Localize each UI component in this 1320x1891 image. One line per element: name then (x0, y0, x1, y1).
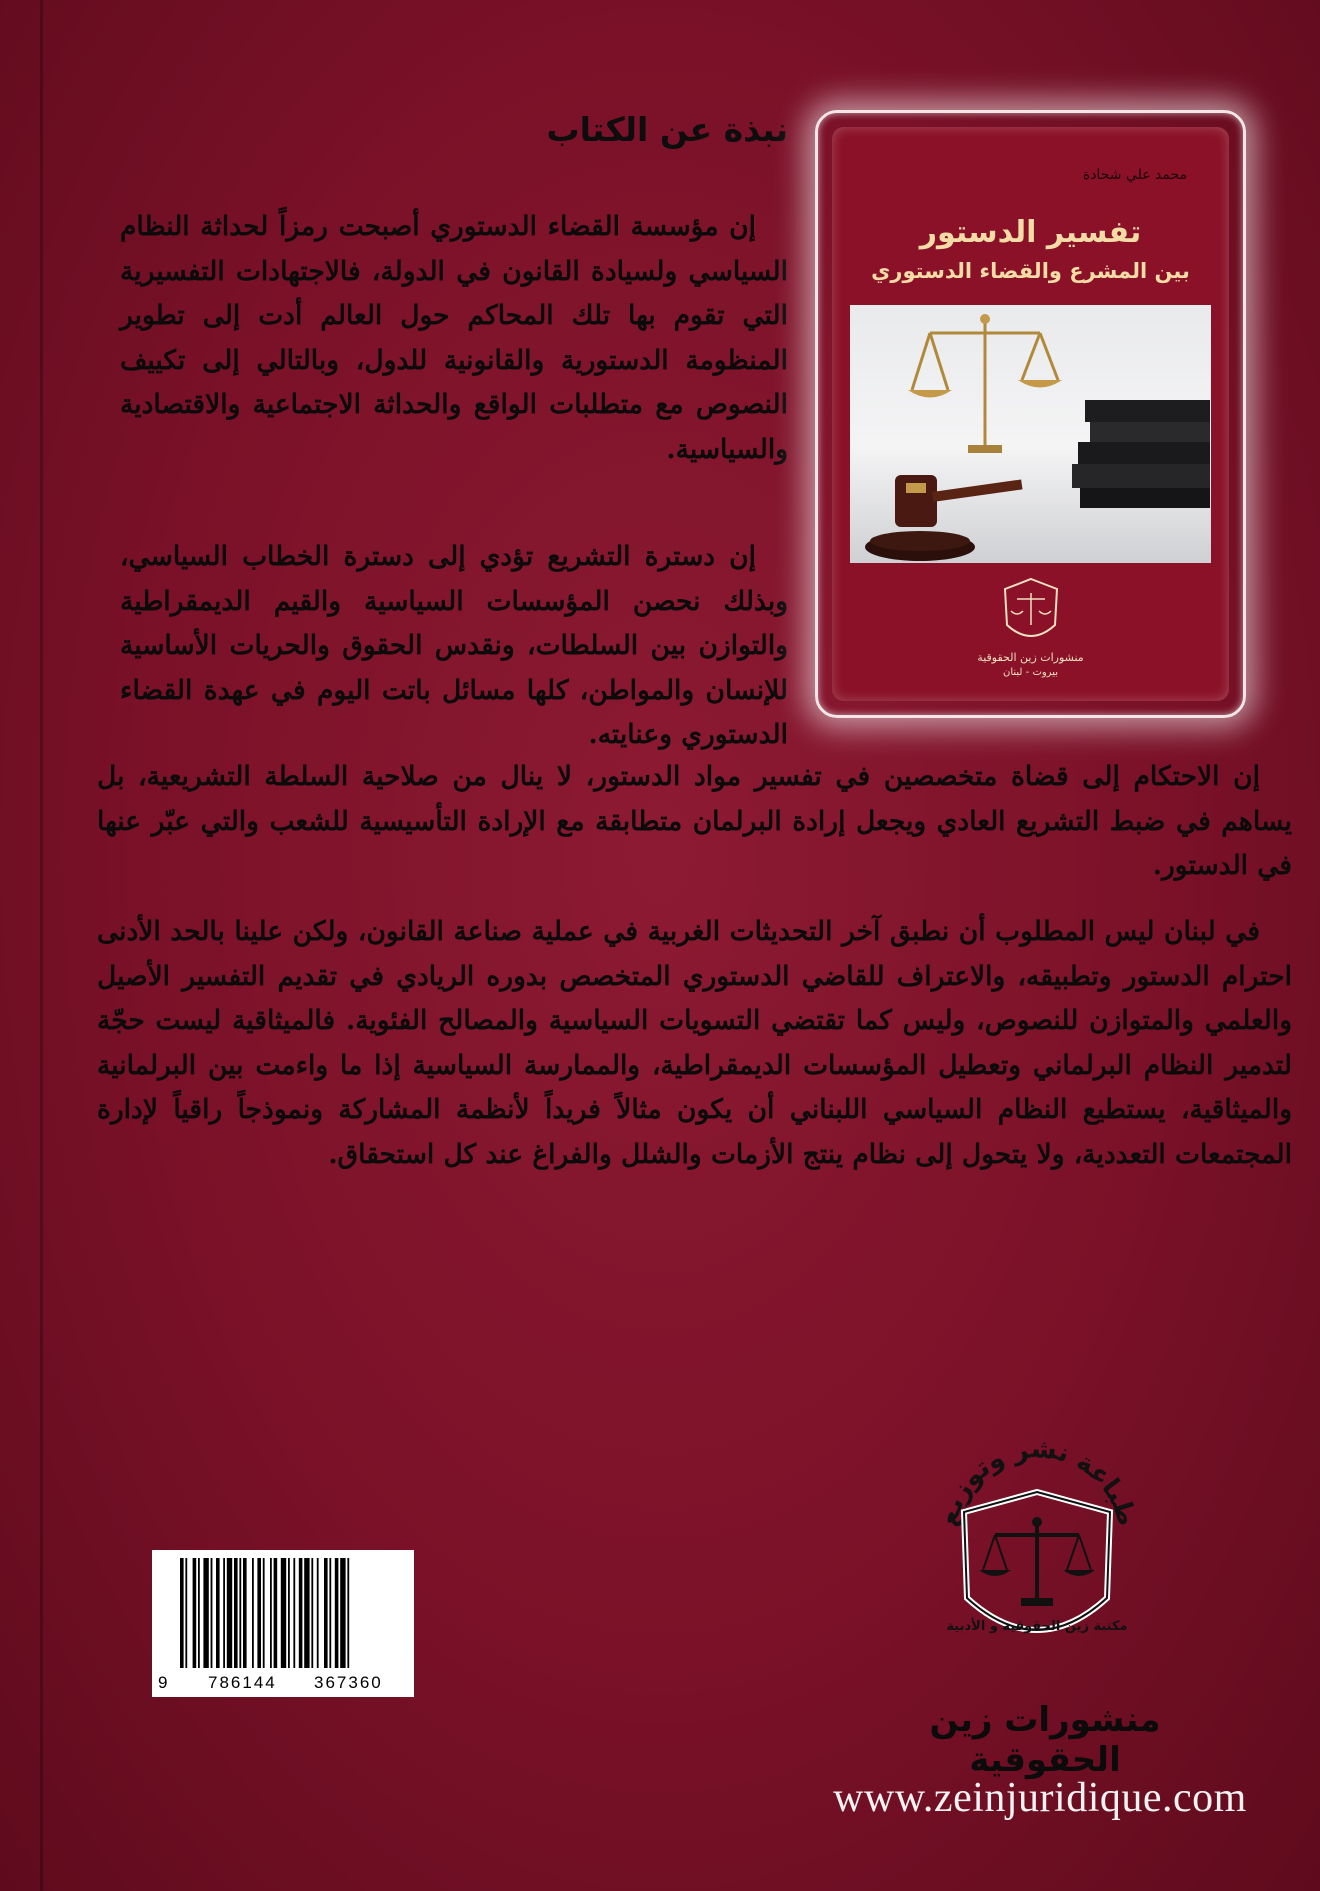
barcode-bar (304, 1558, 309, 1668)
logo-inner-text: مكتبة زين الحقوقية و الأدبية (946, 1619, 1128, 1634)
barcode-bar (252, 1558, 254, 1668)
book-title: تفسير الدستور (919, 215, 1142, 250)
blurb-paragraph-3: إن الاحتكام إلى قضاة متخصصين في تفسير مواد الدستور، لا ينال من صلاحية السلطة التشريعية، بل يساهم في ضبط التشريع العادي ويجعل إرادة البرلمان متطابقة مع الإرادة التأسيسية للشعب والتي عبّر عنها في الدستور. (97, 761, 1292, 882)
barcode-bar (324, 1558, 328, 1668)
barcode-bar (227, 1558, 232, 1668)
barcode-bar (335, 1558, 339, 1668)
book-subtitle: بين المشرع والقضاء الدستوري (871, 259, 1190, 283)
barcode-bar (299, 1558, 303, 1668)
barcode-bar (211, 1558, 213, 1668)
blurb-paragraph-1: إن مؤسسة القضاء الدستوري أصبحت رمزاً لحداثة النظام السياسي ولسيادة القانون في الدولة، فالاجتهادات التفسيرية التي تقوم بها تلك المحاكم حول العالم أدت إلى تطوير المنظومة الدستورية والقانونية للدول، وبالتالي إلى تكييف النصوص مع متطلبات الواقع والحداثة الاجتماعية والاقتصادية والسياسية. (120, 211, 788, 465)
barcode-bar (216, 1558, 220, 1668)
barcode-bar (347, 1558, 349, 1668)
blurb-heading: نبذة عن الكتاب (546, 110, 788, 149)
barcode-right-digits: 367360 (314, 1673, 383, 1692)
barcode-bar (263, 1558, 265, 1668)
isbn-barcode (152, 1550, 414, 1697)
barcode-bar (257, 1558, 261, 1668)
barcode-bar (203, 1558, 208, 1668)
barcode-bar (274, 1558, 278, 1668)
barcode-bar (185, 1558, 187, 1668)
barcode-bar (329, 1558, 331, 1668)
barcode-bar (340, 1558, 345, 1668)
barcode-bar (234, 1558, 238, 1668)
publisher-name: منشورات زين الحقوقية (929, 1700, 1161, 1780)
blurb-paragraph-2: إن دسترة التشريع تؤدي إلى دسترة الخطاب السياسي، وبذلك نحصن المؤسسات السياسية والقيم الديمقراطية والتوازن بين السلطات، ونقدس الحقوق والحريات الأساسية للإنسان والمواطن، كلها مسائل باتت اليوم في عهدة القضاء الدستوري وعنايته. (120, 541, 788, 751)
barcode-bar (293, 1558, 295, 1668)
book-author: محمد علي شحادة (1082, 167, 1187, 183)
barcode-bar (270, 1558, 272, 1668)
blurb-paragraph-4: في لبنان ليس المطلوب أن نطبق آخر التحديثات الغربية في عملية صناعة القانون، ولكن علينا بالحد الأدنى احترام الدستور وتطبيقه، والاعتراف للقاضي الدستوري المتخصص بدوره الريادي في تقديم التفسير الأصيل والعلمي والمتوازن للنصوص، وليس كما تقتضي التسويات السياسية والمصالح الفئوية. فالميثاقية ليست حجّة لتدمير النظام البرلماني وتعطيل المؤسسات الديمقراطية، والممارسة السياسية إذا ما واءمت بين البرلمانية والميثاقية، يستطيع النظام السياسي اللبناني أن يكون مثالاً فريداً لأنظمة المشاركة ونموذجاً راقياً لإدارة المجتمعات التعددية، ولا يتحول إلى نظام ينتج الأزمات والشلل والفراغ عند كل استحقاق. (97, 916, 1292, 1170)
scales-gavel-photo (850, 305, 1211, 563)
barcode-bar (198, 1558, 200, 1668)
barcode-bar (239, 1558, 241, 1668)
barcode-bar (317, 1558, 319, 1668)
barcode-bar (243, 1558, 247, 1668)
barcode-first-digit: 9 (158, 1673, 168, 1692)
logo-arc-text: طباعة نشر وتوزيع (933, 1433, 1142, 1530)
barcode-bar (288, 1558, 290, 1668)
barcode-bar (281, 1558, 286, 1668)
book-city: بيروت - لبنان (1003, 667, 1058, 678)
barcode-bar (180, 1558, 184, 1668)
barcode-bar (311, 1558, 313, 1668)
spine-edge (40, 0, 43, 1891)
publisher-emblem-small (997, 575, 1065, 649)
barcode-bar (223, 1558, 225, 1668)
publisher-logo (925, 1430, 1150, 1665)
book-cover (832, 127, 1229, 701)
book-cover-thumbnail (815, 110, 1246, 718)
barcode-bar (193, 1558, 197, 1668)
book-publisher: منشورات زين الحقوقية (977, 651, 1084, 664)
barcode-left-digits: 786144 (208, 1673, 277, 1692)
publisher-website: www.zeinjuridique.com (833, 1775, 1247, 1821)
